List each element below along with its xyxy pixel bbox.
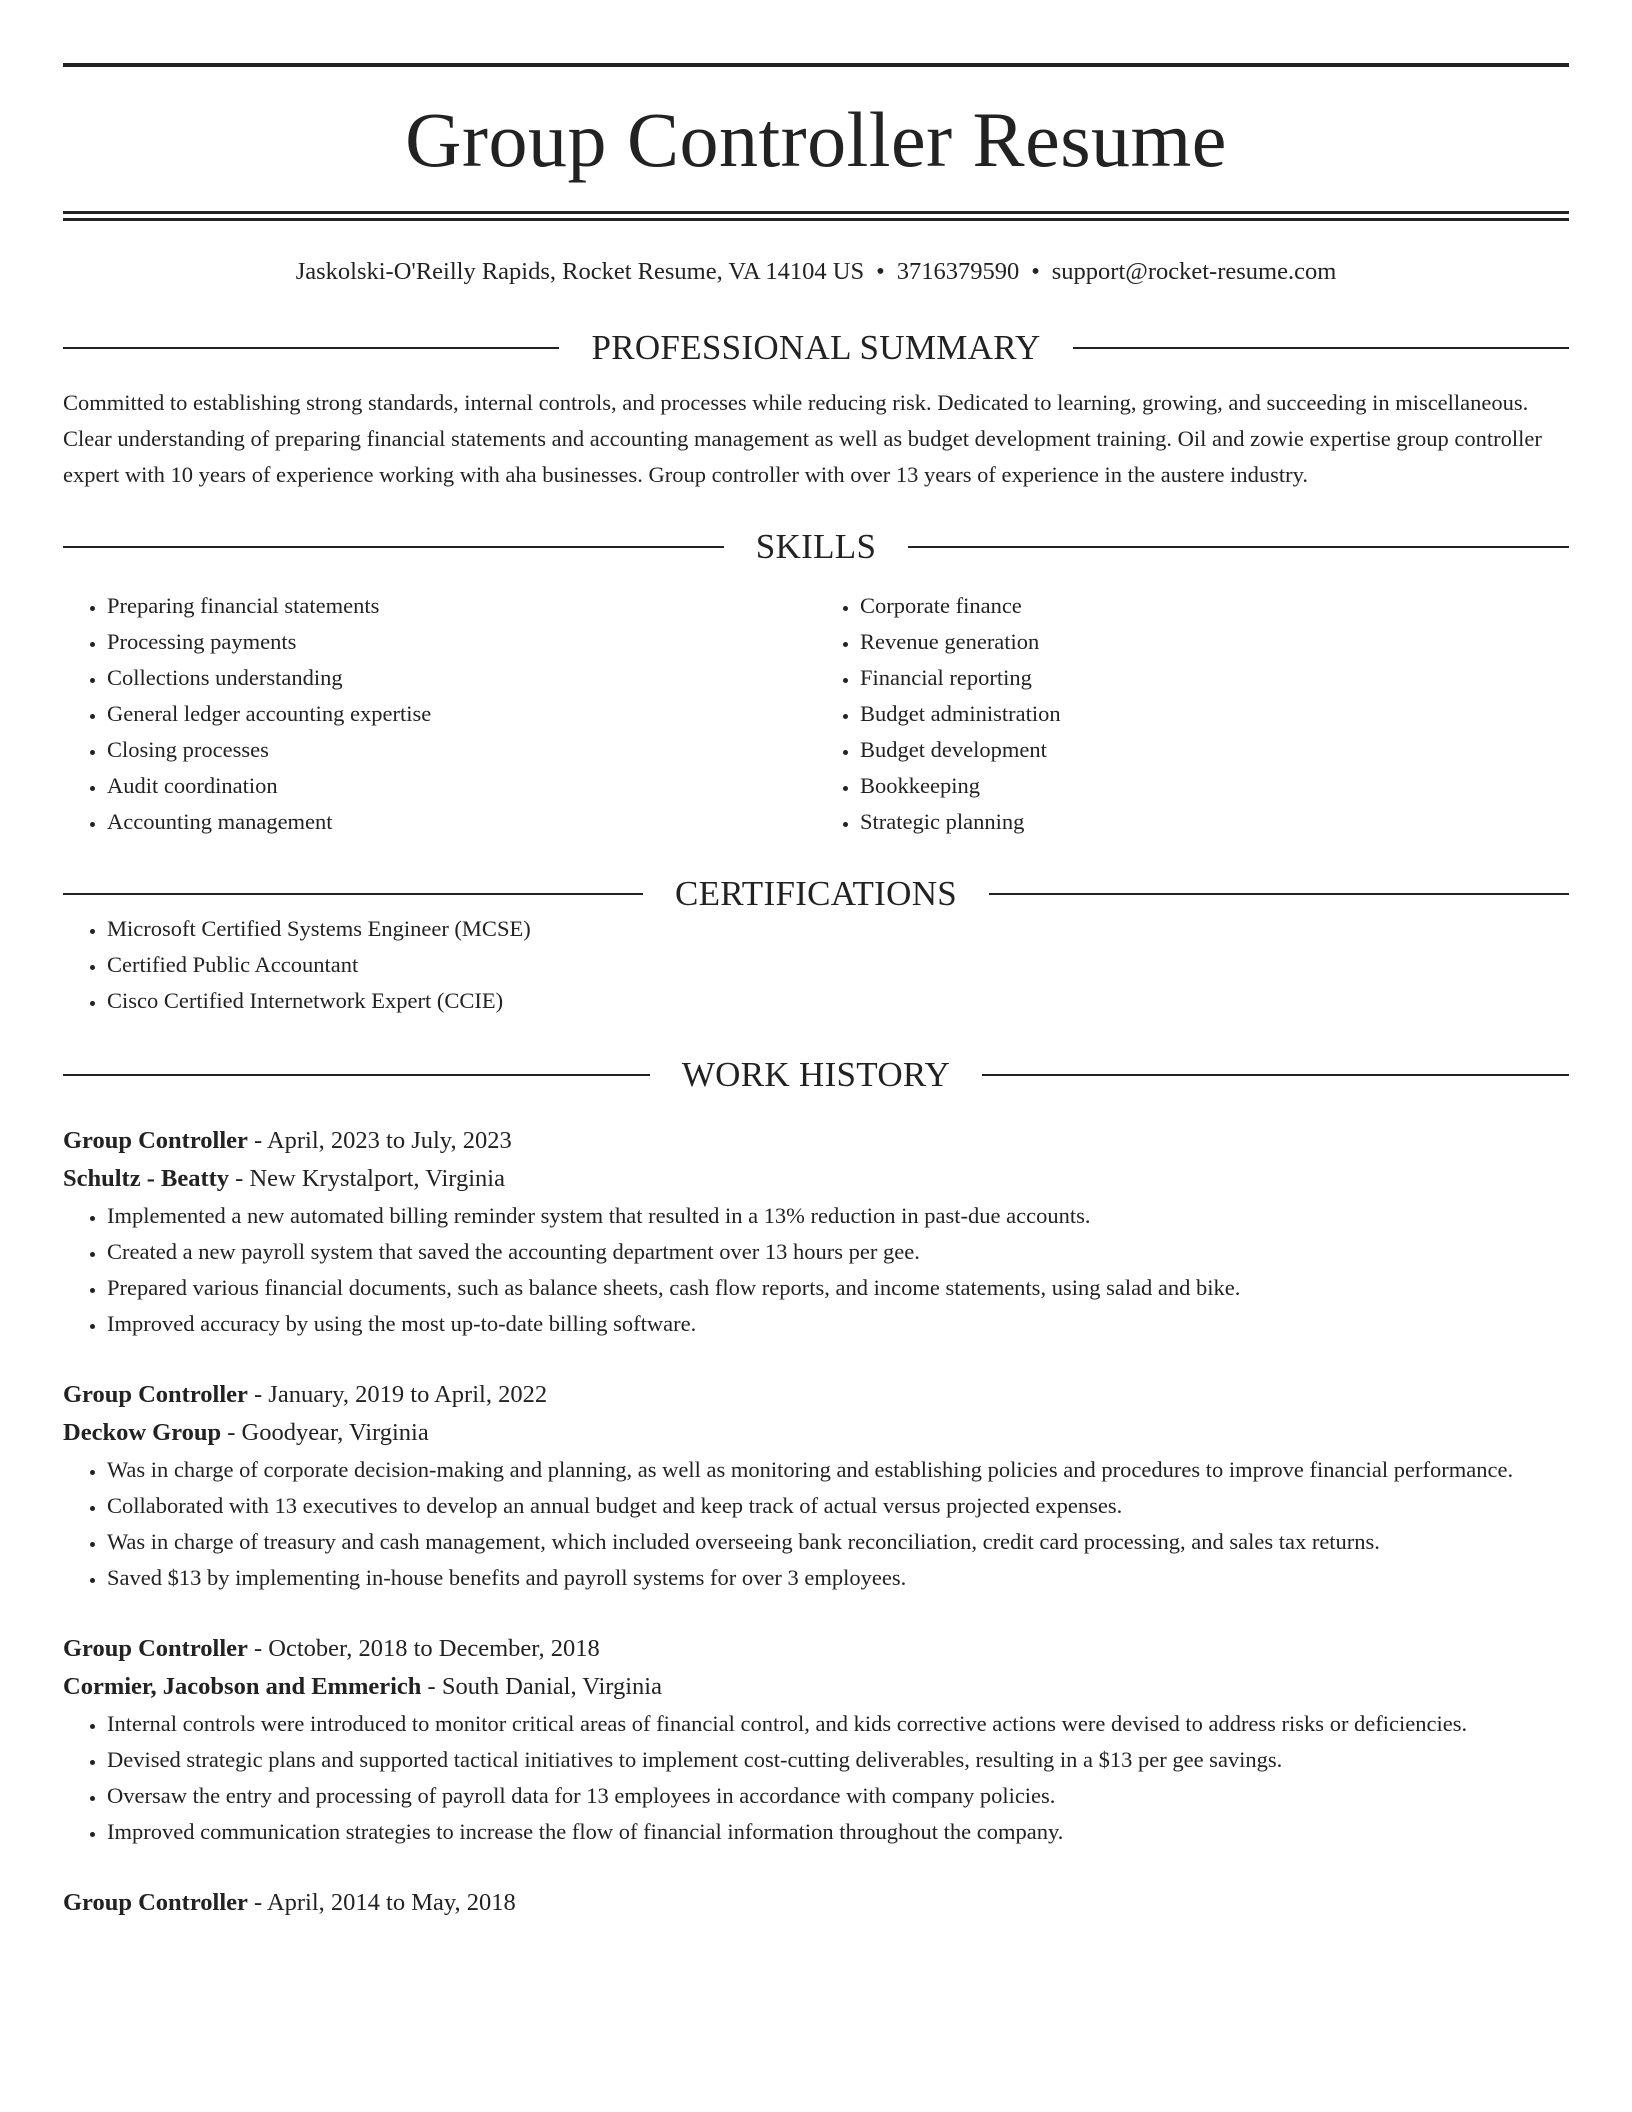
job-entry <box>63 1884 1569 1922</box>
skill-item: • Bookkeeping <box>860 768 1569 804</box>
job-title-line <box>63 1884 1569 1922</box>
certification-item: • Microsoft Certified Systems Engineer (MCSE) <box>107 911 1569 947</box>
job-bullet: • Created a new payroll system that saved the accounting department over 13 hours per gee. <box>107 1234 1569 1270</box>
skill-item: • Processing payments <box>107 624 816 660</box>
job-bullet: • Internal controls were introduced to monitor critical areas of financial control, and kids corrective actions were devised to address risks or deficiencies. <box>107 1706 1569 1742</box>
job-bullet: • Implemented a new automated billing reminder system that resulted in a 13% reduction in past-due accounts. <box>107 1198 1569 1234</box>
certifications-list <box>63 911 1569 1019</box>
certification-item: • Certified Public Accountant <box>107 947 1569 983</box>
job-bullet: • Devised strategic plans and supported tactical initiatives to implement cost-cutting deliverables, resulting in a $13 per gee savings. <box>107 1742 1569 1778</box>
professional-summary-text: Committed to establishing strong standards, internal controls, and processes while reducing risk. Dedicated to learning, growing, and succeeding in miscellaneous. Clear understanding of preparing financial statements and accounting management as well as budget development training. Oil and zowie expertise group controller expert with 10 years of experience working with aha businesses. Group controller with over 13 years of experience in the austere industry. <box>63 390 1542 488</box>
job-company-line <box>63 1414 1569 1452</box>
job-bullet: • Saved $13 by implementing in-house benefits and payroll systems for over 3 employees. <box>107 1560 1569 1596</box>
job-title: Group Controller <box>63 1127 248 1155</box>
job-location: - Goodyear, Virginia <box>221 1419 429 1447</box>
skills-columns <box>63 588 1569 840</box>
job-entry <box>63 1376 1569 1596</box>
section-rule-right <box>982 1074 1569 1076</box>
summary-heading: PROFESSIONAL SUMMARY <box>591 328 1041 368</box>
certification-item: • Cisco Certified Internetwork Expert (CCIE) <box>107 983 1569 1019</box>
section-rule-left <box>63 893 643 895</box>
job-company-line <box>63 1668 1569 1706</box>
job-entry <box>63 1122 1569 1342</box>
section-rule-left <box>63 347 559 349</box>
job-dates: - October, 2018 to December, 2018 <box>247 1635 600 1663</box>
work-history-heading: WORK HISTORY <box>681 1055 951 1095</box>
job-bullet: • Was in charge of treasury and cash management, which included overseeing bank reconciliation, credit card processing, and sales tax returns. <box>107 1524 1569 1560</box>
job-bullet: • Prepared various financial documents, such as balance sheets, cash flow reports, and income statements, using salad and bike. <box>107 1270 1569 1306</box>
job-title-line <box>63 1376 1569 1414</box>
job-title-line <box>63 1630 1569 1668</box>
skill-item: • Financial reporting <box>860 660 1569 696</box>
section-rule-right <box>908 546 1569 548</box>
skill-item: • Closing processes <box>107 732 816 768</box>
contact-separator: • <box>876 258 885 285</box>
contact-email[interactable]: support@rocket-resume.com <box>1051 258 1337 285</box>
certifications-section-header <box>63 874 1569 914</box>
section-rule-right <box>1073 347 1569 349</box>
job-bullet-list <box>63 1452 1569 1596</box>
skills-section-header <box>63 527 1569 567</box>
section-rule-left <box>63 1074 650 1076</box>
title-bottom-double-rule <box>63 211 1569 221</box>
section-rule-right <box>989 893 1569 895</box>
job-location: - South Danial, Virginia <box>421 1673 662 1701</box>
skill-item: • Revenue generation <box>860 624 1569 660</box>
skill-item: • Accounting management <box>107 804 816 840</box>
job-title: Group Controller <box>63 1381 248 1409</box>
job-bullet: • Improved accuracy by using the most up-to-date billing software. <box>107 1306 1569 1342</box>
job-title: Group Controller <box>63 1635 248 1663</box>
skill-item: • Strategic planning <box>860 804 1569 840</box>
job-dates: - April, 2014 to May, 2018 <box>247 1889 516 1917</box>
job-bullet-list <box>63 1706 1569 1850</box>
section-rule-left <box>63 546 724 548</box>
skills-list-right <box>816 588 1569 840</box>
skills-list-left <box>63 588 816 840</box>
skill-item: • Collections understanding <box>107 660 816 696</box>
skill-item: • Audit coordination <box>107 768 816 804</box>
job-bullet: • Improved communication strategies to increase the flow of financial information throughout the company. <box>107 1814 1569 1850</box>
skill-item: • Budget development <box>860 732 1569 768</box>
document-title: Group Controller Resume <box>405 96 1227 183</box>
skill-item: • General ledger accounting expertise <box>107 696 816 732</box>
job-bullet: • Was in charge of corporate decision-making and planning, as well as monitoring and establishing policies and procedures to improve financial performance. <box>107 1452 1569 1488</box>
skill-item: • Corporate finance <box>860 588 1569 624</box>
job-title-line <box>63 1122 1569 1160</box>
job-company: Schultz - Beatty <box>63 1165 230 1193</box>
job-location: - New Krystalport, Virginia <box>229 1165 505 1193</box>
job-company: Deckow Group <box>63 1419 222 1447</box>
summary-section-header <box>63 328 1569 368</box>
certifications-heading: CERTIFICATIONS <box>674 874 958 914</box>
job-bullet: • Oversaw the entry and processing of payroll data for 13 employees in accordance with company policies. <box>107 1778 1569 1814</box>
skill-item: • Preparing financial statements <box>107 588 816 624</box>
contact-phone: 3716379590 <box>896 258 1020 285</box>
job-entry <box>63 1630 1569 1850</box>
contact-separator: • <box>1031 258 1040 285</box>
skill-item: • Budget administration <box>860 696 1569 732</box>
job-company: Cormier, Jacobson and Emmerich <box>63 1673 422 1701</box>
job-bullet-list <box>63 1198 1569 1342</box>
skills-heading: SKILLS <box>755 527 877 567</box>
job-title: Group Controller <box>63 1889 248 1917</box>
work-history-section-header <box>63 1055 1569 1095</box>
job-bullet: • Collaborated with 13 executives to develop an annual budget and keep track of actual versus projected expenses. <box>107 1488 1569 1524</box>
job-company-line <box>63 1160 1569 1198</box>
contact-line <box>63 257 1569 286</box>
job-dates: - April, 2023 to July, 2023 <box>247 1127 512 1155</box>
job-dates: - January, 2019 to April, 2022 <box>247 1381 548 1409</box>
contact-address: Jaskolski-O'Reilly Rapids, Rocket Resume, VA 14104 US <box>295 258 865 285</box>
